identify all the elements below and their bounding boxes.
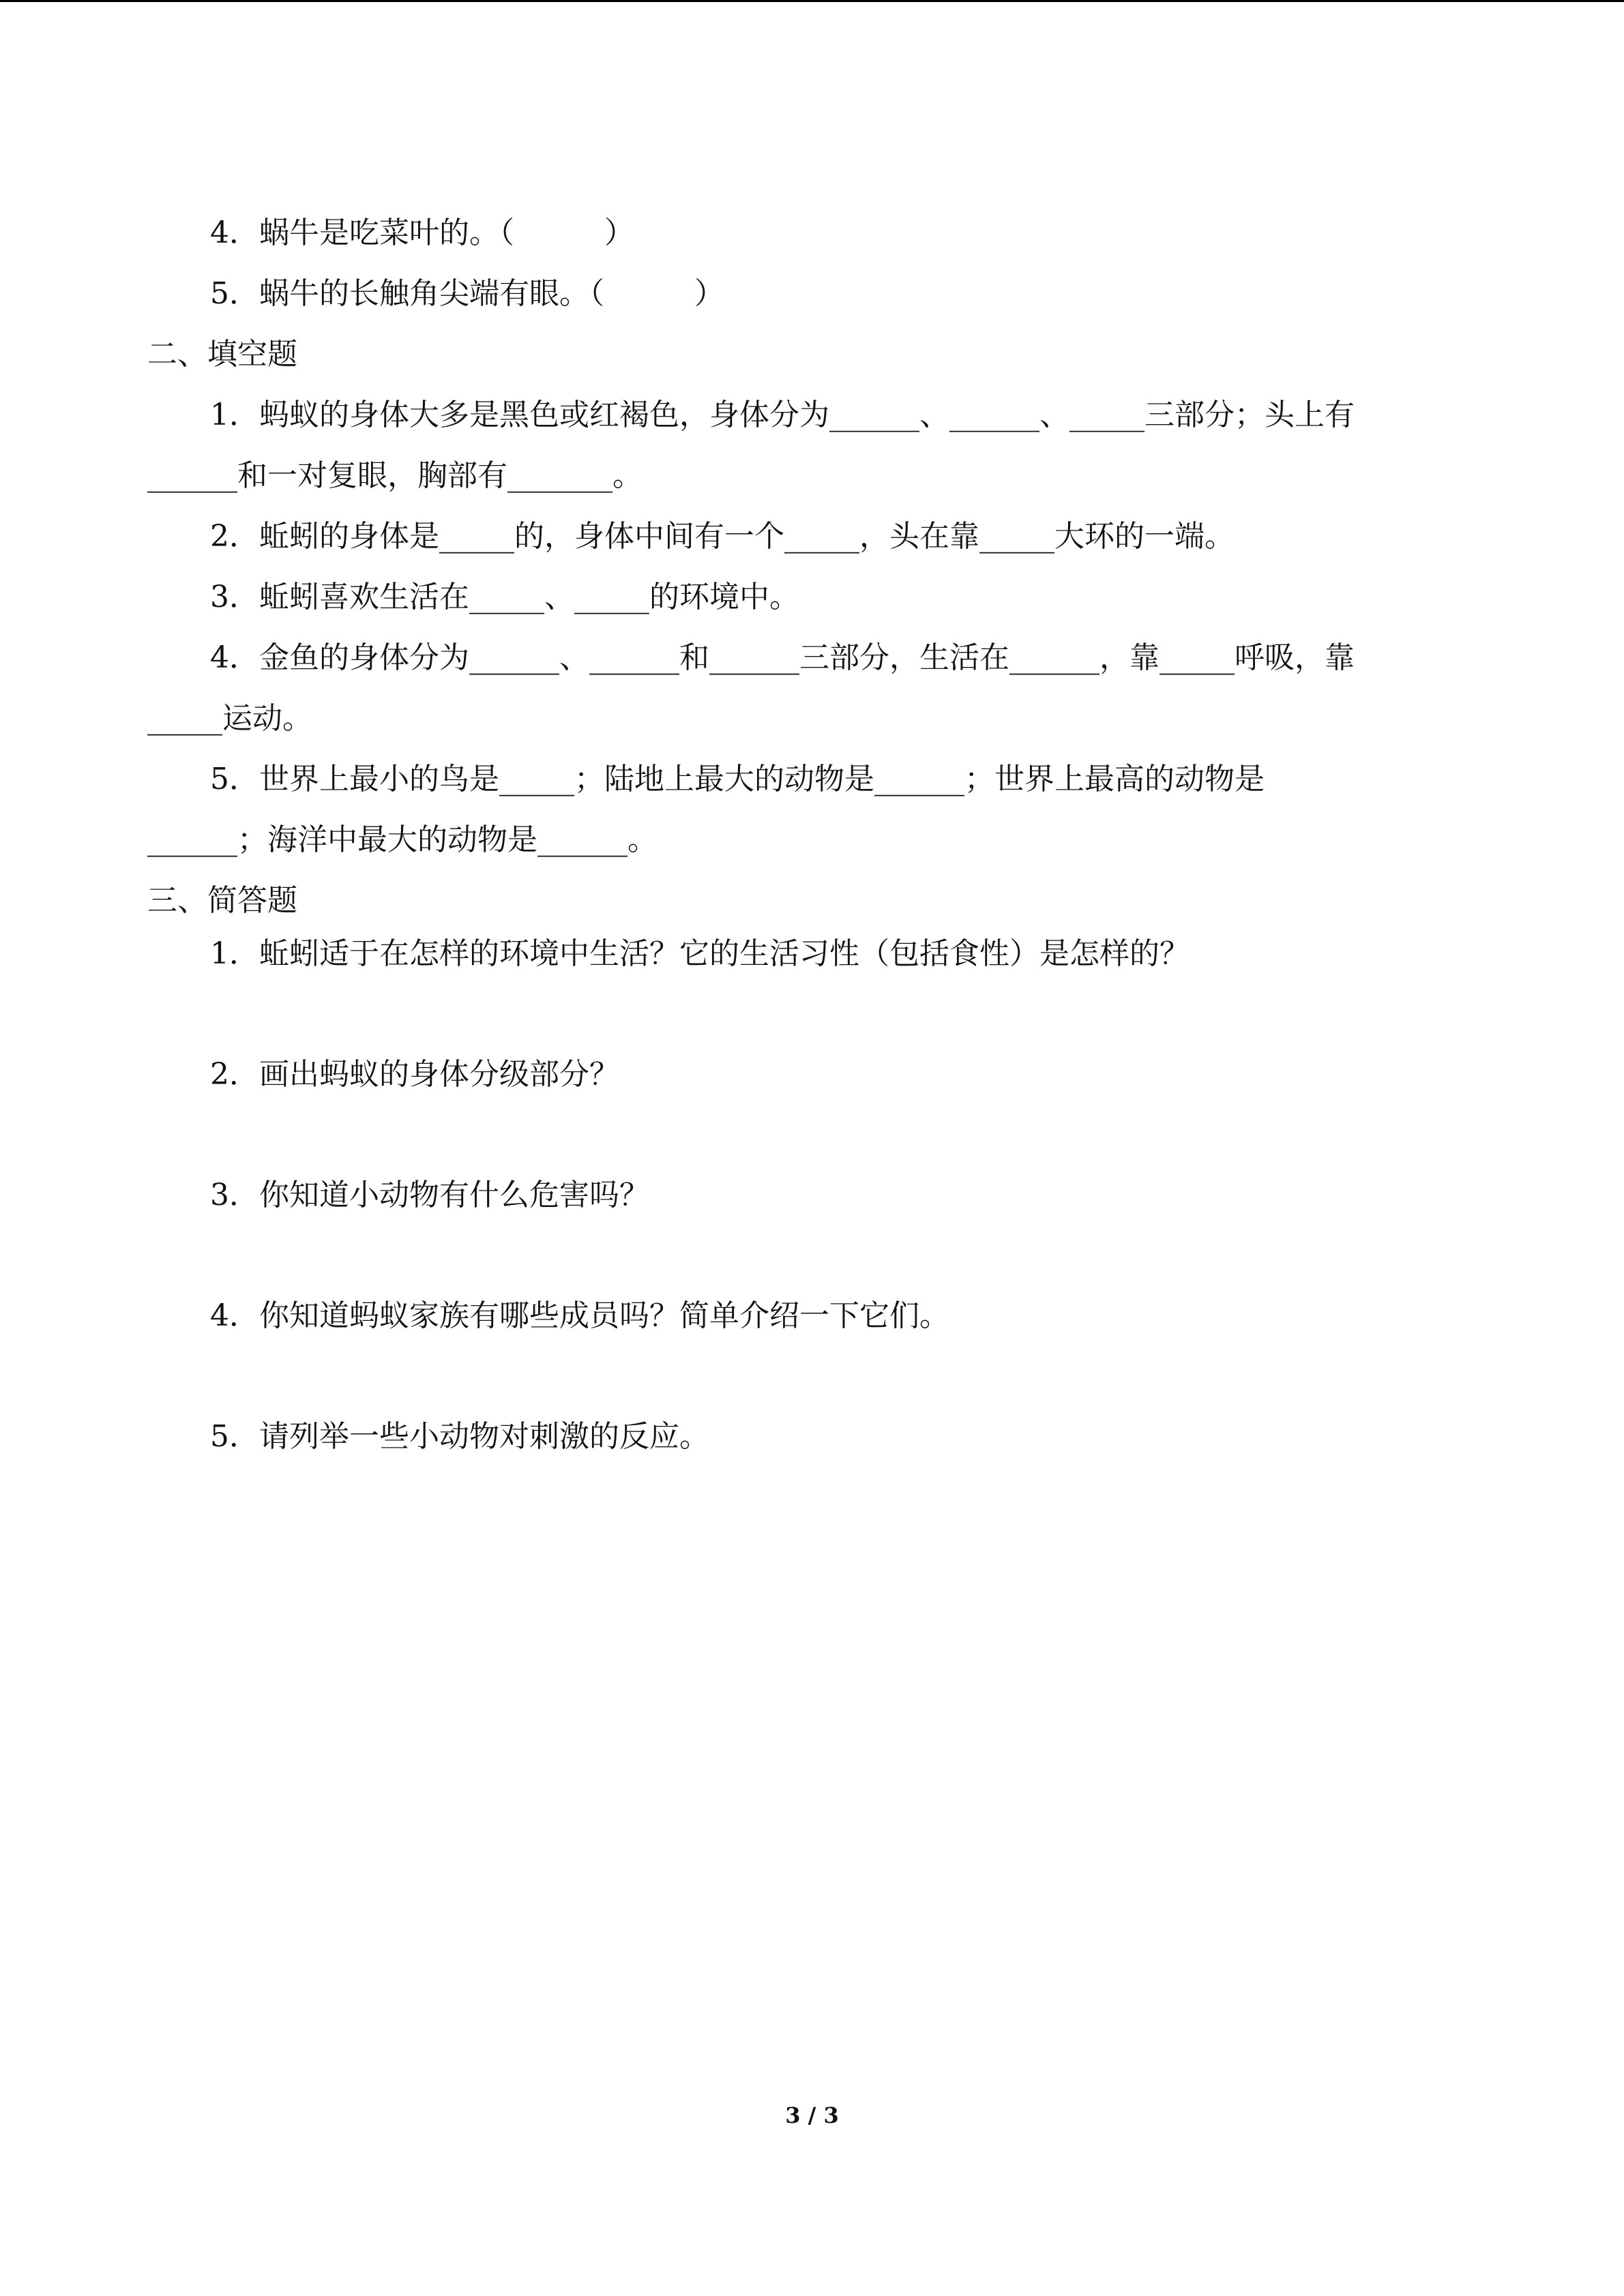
judge-question-4: 4．蜗牛是吃菜叶的。（ ）	[210, 215, 634, 250]
page-number: 3 / 3	[785, 2102, 839, 2128]
fill-blank-question-3: 3．蚯蚓喜欢生活在_____、_____的环境中。	[210, 580, 799, 614]
short-answer-question-1: 1．蚯蚓适于在怎样的环境中生活？它的生活习性（包括食性）是怎样的？	[210, 936, 1190, 971]
fill-blank-question-1-line-1: 1．蚂蚁的身体大多是黑色或红褐色，身体分为______、______、_____三部分；头上有	[210, 398, 1355, 432]
short-answer-question-2: 2．画出蚂蚁的身体分级部分？	[210, 1057, 619, 1092]
short-answer-heading: 三、简答题	[147, 883, 297, 918]
fill-blank-question-4-line-1: 4．金鱼的身体分为______、______和______三部分，生活在______，靠_____呼吸，靠	[210, 640, 1355, 675]
short-answer-question-5: 5．请列举一些小动物对刺激的反应。	[210, 1419, 709, 1454]
fill-blank-question-4-line-2: _____运动。	[147, 701, 312, 736]
short-answer-question-4: 4．你知道蚂蚁家族有哪些成员吗？简单介绍一下它们。	[210, 1298, 949, 1333]
fill-blank-question-5-line-1: 5．世界上最小的鸟是_____；陆地上最大的动物是______；世界上最高的动物是	[210, 762, 1265, 796]
fill-blank-question-1-line-2: ______和一对复眼，胸部有_______。	[147, 458, 643, 493]
page-top-border	[0, 0, 1624, 2]
fill-blank-question-2: 2．蚯蚓的身体是_____的，身体中间有一个_____，头在靠_____大环的一端。	[210, 519, 1235, 554]
fill-blank-question-5-line-2: ______；海洋中最大的动物是______。	[147, 822, 658, 857]
fill-blank-heading: 二、填空题	[147, 337, 297, 372]
judge-question-5: 5．蜗牛的长触角尖端有眼。（ ）	[210, 276, 724, 311]
short-answer-question-3: 3．你知道小动物有什么危害吗？	[210, 1178, 649, 1212]
